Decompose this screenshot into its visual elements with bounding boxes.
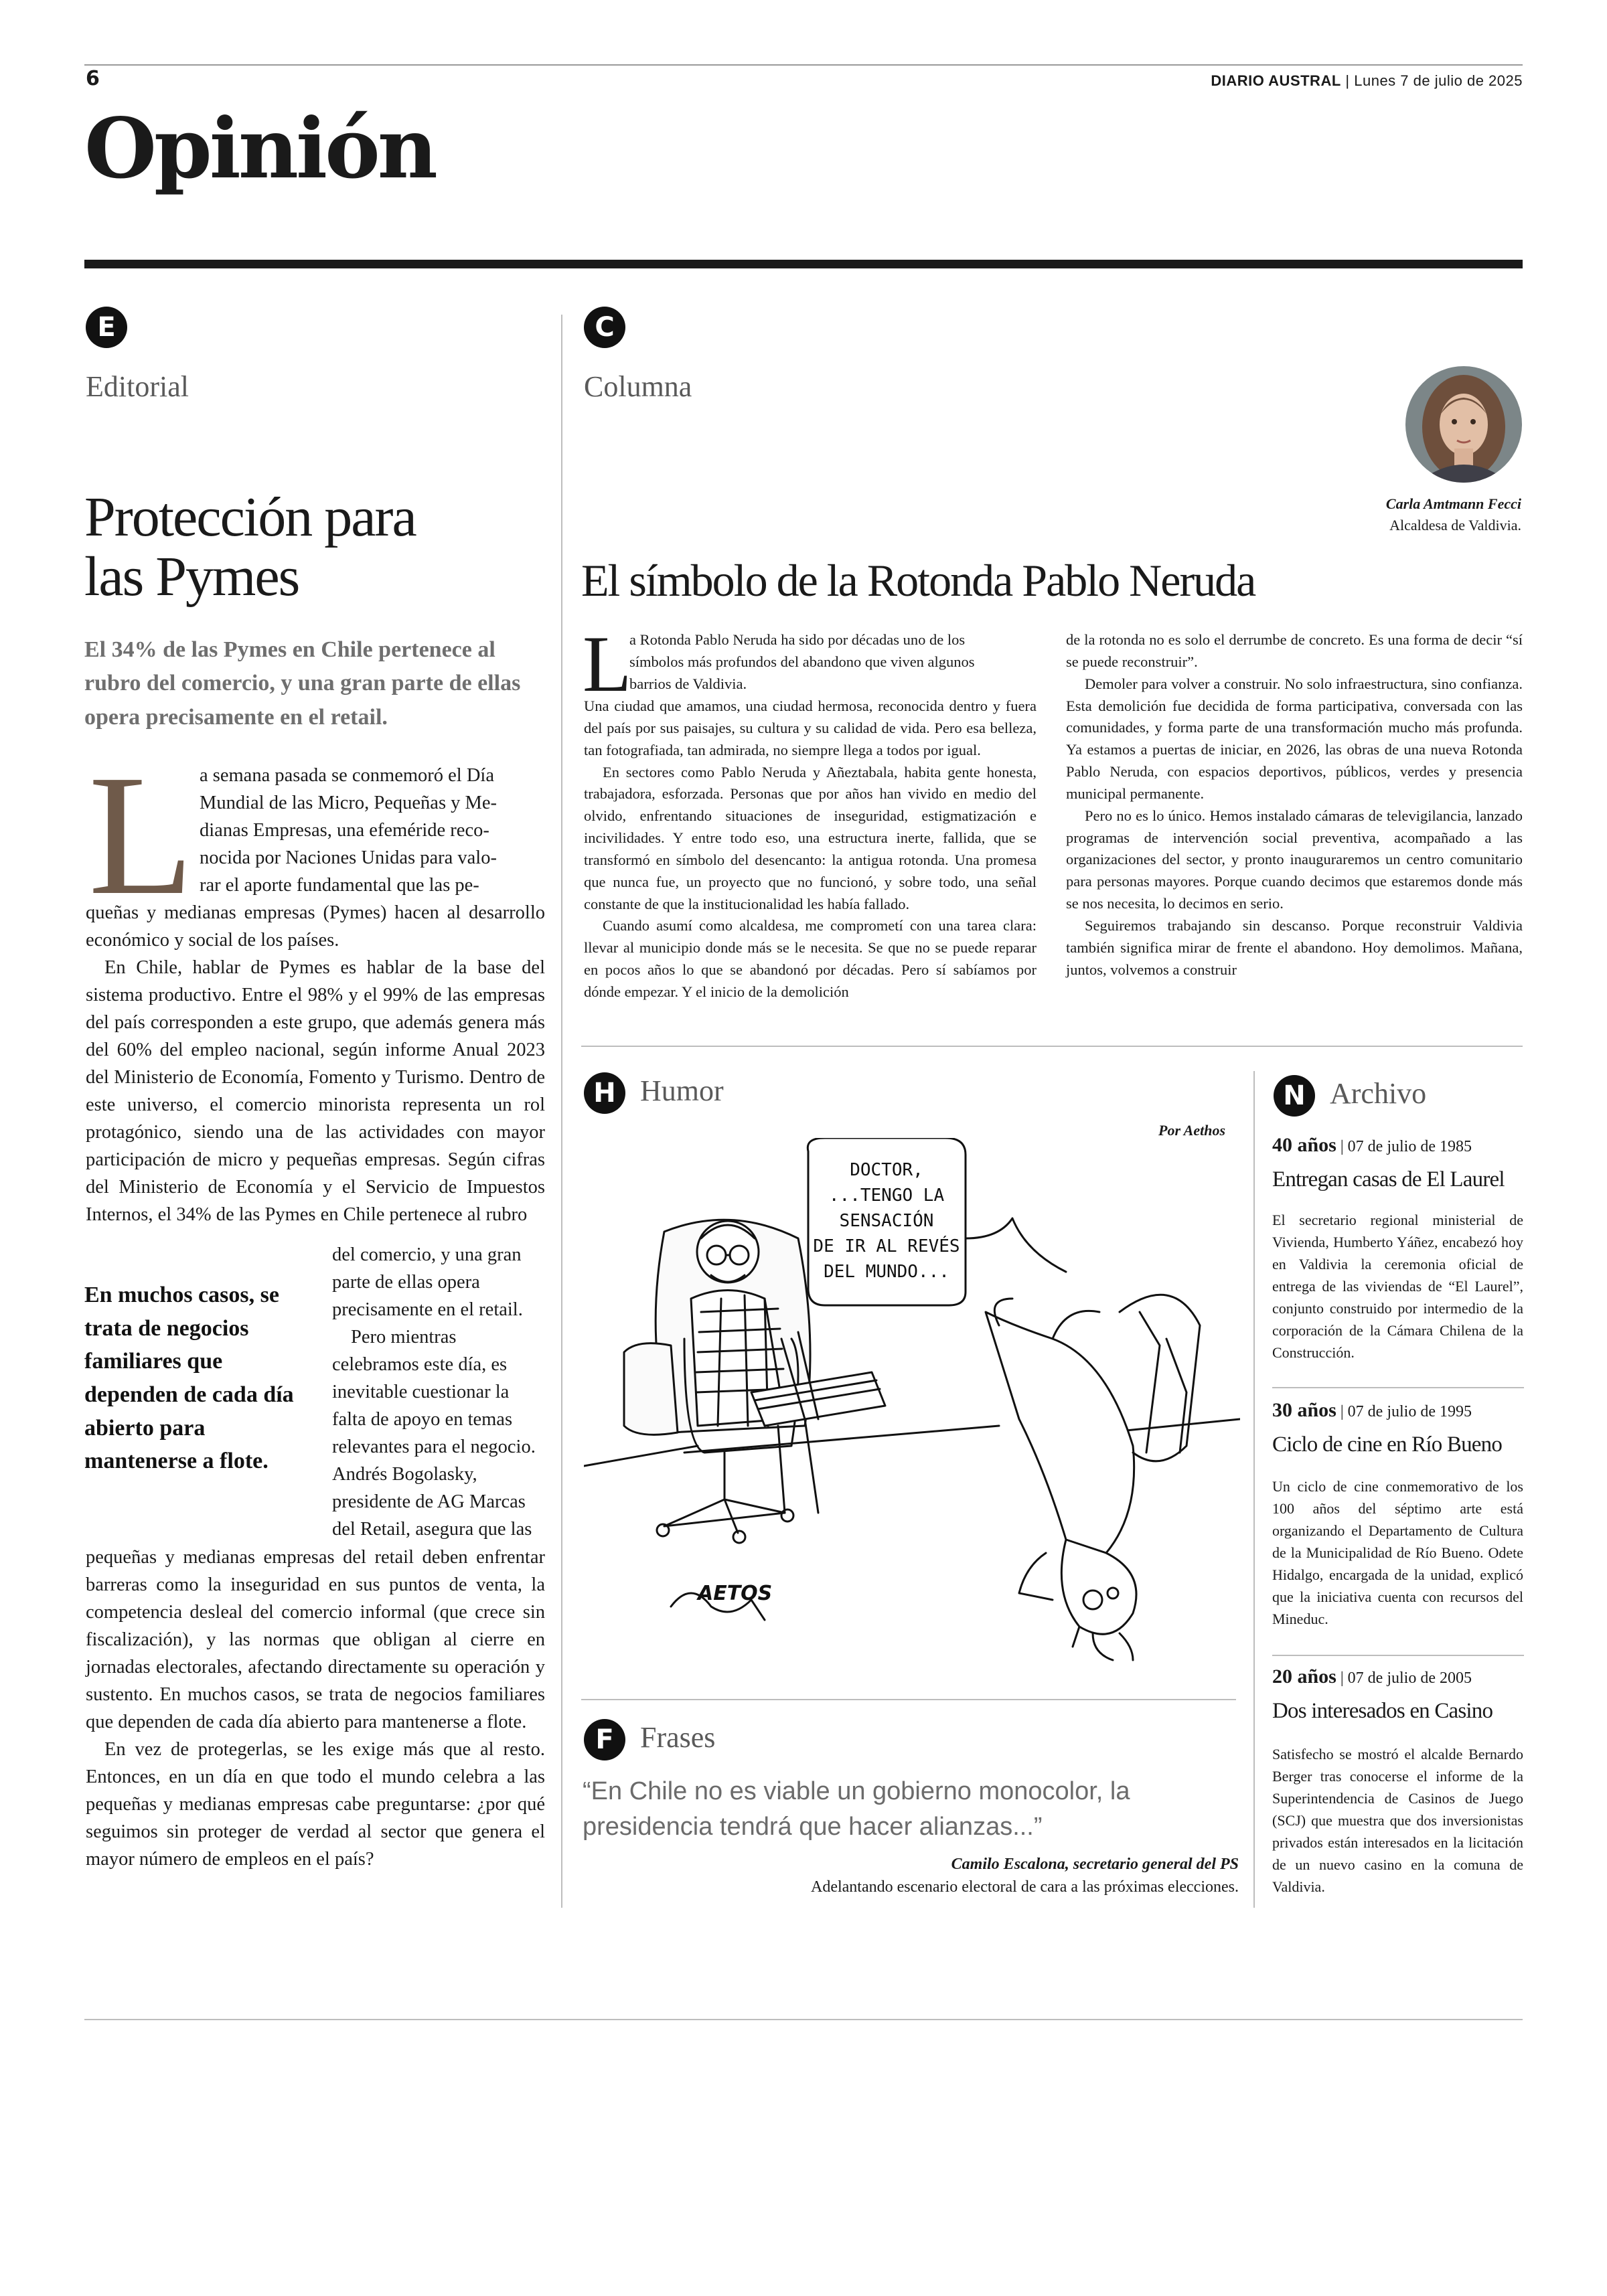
frases-badge: F [584,1719,625,1760]
editorial-badge: E [86,307,127,348]
author-name: Carla Amtmann Fecci [1385,495,1521,512]
archivo-item-label [1272,1665,1472,1688]
archivo-headline: Entregan casas de El Laurel [1272,1167,1505,1192]
editorial-paragraph: En Chile, hablar de Pymes es hablar de la base del sistema productivo. Entre el 98% y el 99% de las empresas del país corresponden a este grupo, que además genera más del 60% del empleo nacional, según informe Anual 2023 del Ministerio de Economía, Fomento y Turismo. Dentro de este universo, el comercio minorista representa un rol protagónico, siendo una de las actividades con mayor participación de micro y pequeñas empresas. Según cifras del Ministerio de Economía y el Servicio de Impuestos Internos, el 34% de las Pymes en Chile pertenece al rubro [86,957,545,1226]
column-headline: El símbolo de la Rotonda Pablo Neruda [581,555,1255,606]
archivo-paragraph: Satisfecho se mostró el alcalde Bernardo Berger tras conocerse el informe de la Superintendencia de Casinos de Juego (SCJ) que muestra que dos inversionistas privados están interesados en la licitación de un nuevo casino en la comuna de Valdivia. [1272,1746,1523,1895]
editorial-body-right [332,1241,545,1543]
author-photo [1405,365,1523,483]
bottom-rule [84,2019,1523,2020]
editorial-intro-line: dianas Empresas, una efeméride reco- [200,820,489,841]
humor-kicker: Humor [640,1074,724,1107]
column-intro-line: símbolos más profundos del abandono que viven algunos [629,653,975,670]
archivo-kicker: Archivo [1330,1077,1427,1110]
archivo-body [1272,1209,1523,1364]
column-paragraph: Una ciudad que amamos, una ciudad hermosa, reconocida dentro y fuera del país por sus paisajes, su cultura y su calidad de vida. Pero esa belleza, tan fotografiada, tan admirada, no siempre llega a todos por igual. [584,698,1037,758]
speech-line: DOCTOR, [850,1160,923,1180]
column-divider-left [561,315,562,1908]
editorial-body-top [86,899,545,1228]
column-dropcap: L [583,619,632,708]
section-title: Opinión [84,100,435,197]
editorial-paragraph: del comercio, y una gran parte de ellas opera precisamente en el retail. [332,1244,523,1321]
speech-line: SENSACIÓN [839,1211,934,1231]
column-paragraph: En sectores como Pablo Neruda y Añeztabala, habita gente honesta, trabajadora, esforzada. Personas que por años han vivido en medio del olvido, enfrentando situaciones de inseguridad, estigmatización e incivilidades. Y entre todo eso, una estructura inerte, fallida, que se transformó en símbolo del desencanto: la antigua rotonda. Una promesa que nunca fue, un proyecto que no funcionó, y sobre todo, una señal constante de que la institucionalidad les había fallado. [584,763,1037,912]
column-bottom-rule [581,1046,1523,1047]
humor-bottom-rule [581,1699,1236,1700]
editorial-intro-line: Mundial de las Micro, Pequeñas y Me- [200,793,498,814]
archivo-badge: N [1274,1075,1315,1117]
editorial-paragraph: pequeñas y medianas empresas del retail deben enfrentar barreras como la inseguridad en sus puntos de venta, la competencia desleal del comercio informal (que crece sin fiscalización), y las normas que obligan al cierre en jornadas electorales, afectando directamente su operación y sustento. En muchos casos, se trata de negocios familiares que dependen de cada día abierto para mantenerse a flote. [86,1547,545,1733]
archivo-body [1272,1743,1523,1898]
column-intro-line: barrios de Valdivia. [629,675,747,692]
speech-line: DEL MUNDO... [824,1262,949,1282]
issue-date: | Lunes 7 de julio de 2025 [1345,72,1523,89]
archivo-years: 30 años [1272,1399,1336,1421]
editorial-paragraph: Pero mientras celebramos este día, es inevitable cuestionar la falta de apoyo en temas relevantes para el negocio. Andrés Bogolasky, presidente de AG Marcas del Retail, asegura que las [332,1327,536,1540]
publication-name: DIARIO AUSTRAL [1211,72,1341,89]
archivo-headline: Dos interesados en Casino [1272,1699,1493,1723]
editorial-headline [84,487,526,606]
cartoon-credit: Por Aethos [1158,1122,1226,1139]
archivo-item-label [1272,1399,1472,1422]
column-body-left [584,695,1037,1003]
archivo-date: | 07 de julio de 1995 [1340,1403,1472,1420]
cartoon-illustration [584,1138,1240,1687]
editorial-intro-line: rar el aporte fundamental que las pe- [200,875,479,896]
speech-line: DE IR AL REVÉS [813,1236,960,1256]
archivo-paragraph: El secretario regional ministerial de Vivienda, Humberto Yáñez, encabezó hoy en Valdivia la ceremonia oficial de entrega de las viviendas de “El Laurel”, conjunto construido por intermedio de la corporación de la Cámara Chilena de la Construcción. [1272,1212,1523,1361]
archivo-rule-1 [1272,1387,1524,1388]
editorial-pullquote: En muchos casos, se trata de negocios familiares que dependen de cada día abierto para mantenerse a flote. [84,1283,294,1474]
masthead [1211,72,1523,90]
column-paragraph: Pero no es lo único. Hemos instalado cámaras de televigilancia, lanzado programas de intervención social preventiva, acompañado a las organizaciones del sector, y pronto inauguraremos un centro comunitario para personas mayores. Porque cuando decimos que estaremos donde más se nos necesita, lo decimos en serio. [1066,807,1523,912]
editorial-paragraph: queñas y medianas empresas (Pymes) hacen al desarrollo económico y social de los países. [86,902,545,951]
speech-line: ...TENGO LA [828,1185,945,1206]
editorial-dropcap: L [88,739,194,930]
editorial-intro-line: nocida por Naciones Unidas para valo- [200,847,497,869]
archivo-years: 20 años [1272,1665,1336,1688]
editorial-kicker: Editorial [86,370,189,403]
archivo-date: | 07 de julio de 2005 [1340,1669,1472,1687]
column-paragraph: Cuando asumí como alcaldesa, me comprometí con una tarea clara: llevar al municipio donde más se le necesita. Se que no se puede reparar en pocos años lo que se abandonó por décadas. Pero sí sabíamos por dónde empezar. Y el inicio de la demolición [584,917,1037,1000]
column-body-right [1066,629,1523,981]
editorial-headline-line-1: Protección para [84,486,416,548]
column-badge: C [584,307,625,348]
top-rule [84,64,1523,66]
archivo-headline: Ciclo de cine en Río Bueno [1272,1432,1503,1457]
frases-kicker: Frases [640,1721,716,1754]
editorial-intro-line: a semana pasada se conmemoró el Día [200,765,494,786]
page-number: 6 [86,67,100,90]
column-paragraph: de la rotonda no es solo el derrumbe de concreto. Es una forma de decir “sí se puede reconstruir”. [1066,631,1523,670]
column-paragraph: Demoler para volver a construir. No solo infraestructura, sino confianza. Esta demolición fue decidida de forma participativa, conversada con las comunidades, y forma parte de una transformación mucho más profunda. Ya estamos a puertas de iniciar, en 2026, las obras de una nueva Rotonda Pablo Neruda, con espacios deportivos, públicos, verdes y presencia municipal permanente. [1066,675,1523,802]
cartoon-signature: AETOS [698,1582,773,1605]
phrase-quote: “En Chile no es viable un gobierno monocolor, la presidencia tendrá que hacer alianzas...” [583,1777,1130,1841]
author-title: Alcaldesa de Valdivia. [1389,517,1521,534]
column-paragraph: Seguiremos trabajando sin descanso. Porque reconstruir Valdivia también significa mirar de frente el abandono. Hoy demolimos. Mañana, juntos, volvemos a construir [1066,916,1523,978]
column-intro-lines [629,629,1037,695]
archivo-date: | 07 de julio de 1985 [1340,1138,1472,1155]
editorial-intro-lines [200,762,545,899]
editorial-paragraph: En vez de protegerlas, se les exige más que al resto. Entonces, en un día en que todo el mundo celebra a las pequeñas y medianas empresas cabe preguntarse: ¿por qué seguimos sin proteger de verdad al sector que genera el mayor número de empleos en el país? [86,1739,545,1870]
phrase-context: Adelantando escenario electoral de cara a las próximas elecciones. [810,1878,1239,1896]
editorial-headline-line-2: las Pymes [84,546,299,608]
archivo-body [1272,1475,1523,1630]
humor-badge: H [584,1072,625,1114]
archivo-years: 40 años [1272,1134,1336,1156]
column-kicker: Columna [584,370,692,403]
section-thick-rule [84,260,1523,268]
editorial-deck: El 34% de las Pymes en Chile pertenece al rubro del comercio, y una gran parte de ellas opera precisamente en el retail. [84,637,521,730]
archivo-rule-2 [1272,1655,1524,1656]
archivo-paragraph: Un ciclo de cine conmemorativo de los 100 años del séptimo arte está organizando el Departamento de Cultura de la Municipalidad de Río Bueno. Odete Hidalgo, encargada de la unidad, explicó que la iniciativa cuenta con recursos del Mineduc. [1272,1478,1523,1627]
column-intro-line: a Rotonda Pablo Neruda ha sido por décadas uno de los [629,631,966,648]
column-divider-right [1253,1071,1255,1908]
phrase-author: Camilo Escalona, secretario general del PS [951,1856,1239,1873]
archivo-item-label [1272,1134,1472,1157]
editorial-body-bottom [86,1544,545,1873]
